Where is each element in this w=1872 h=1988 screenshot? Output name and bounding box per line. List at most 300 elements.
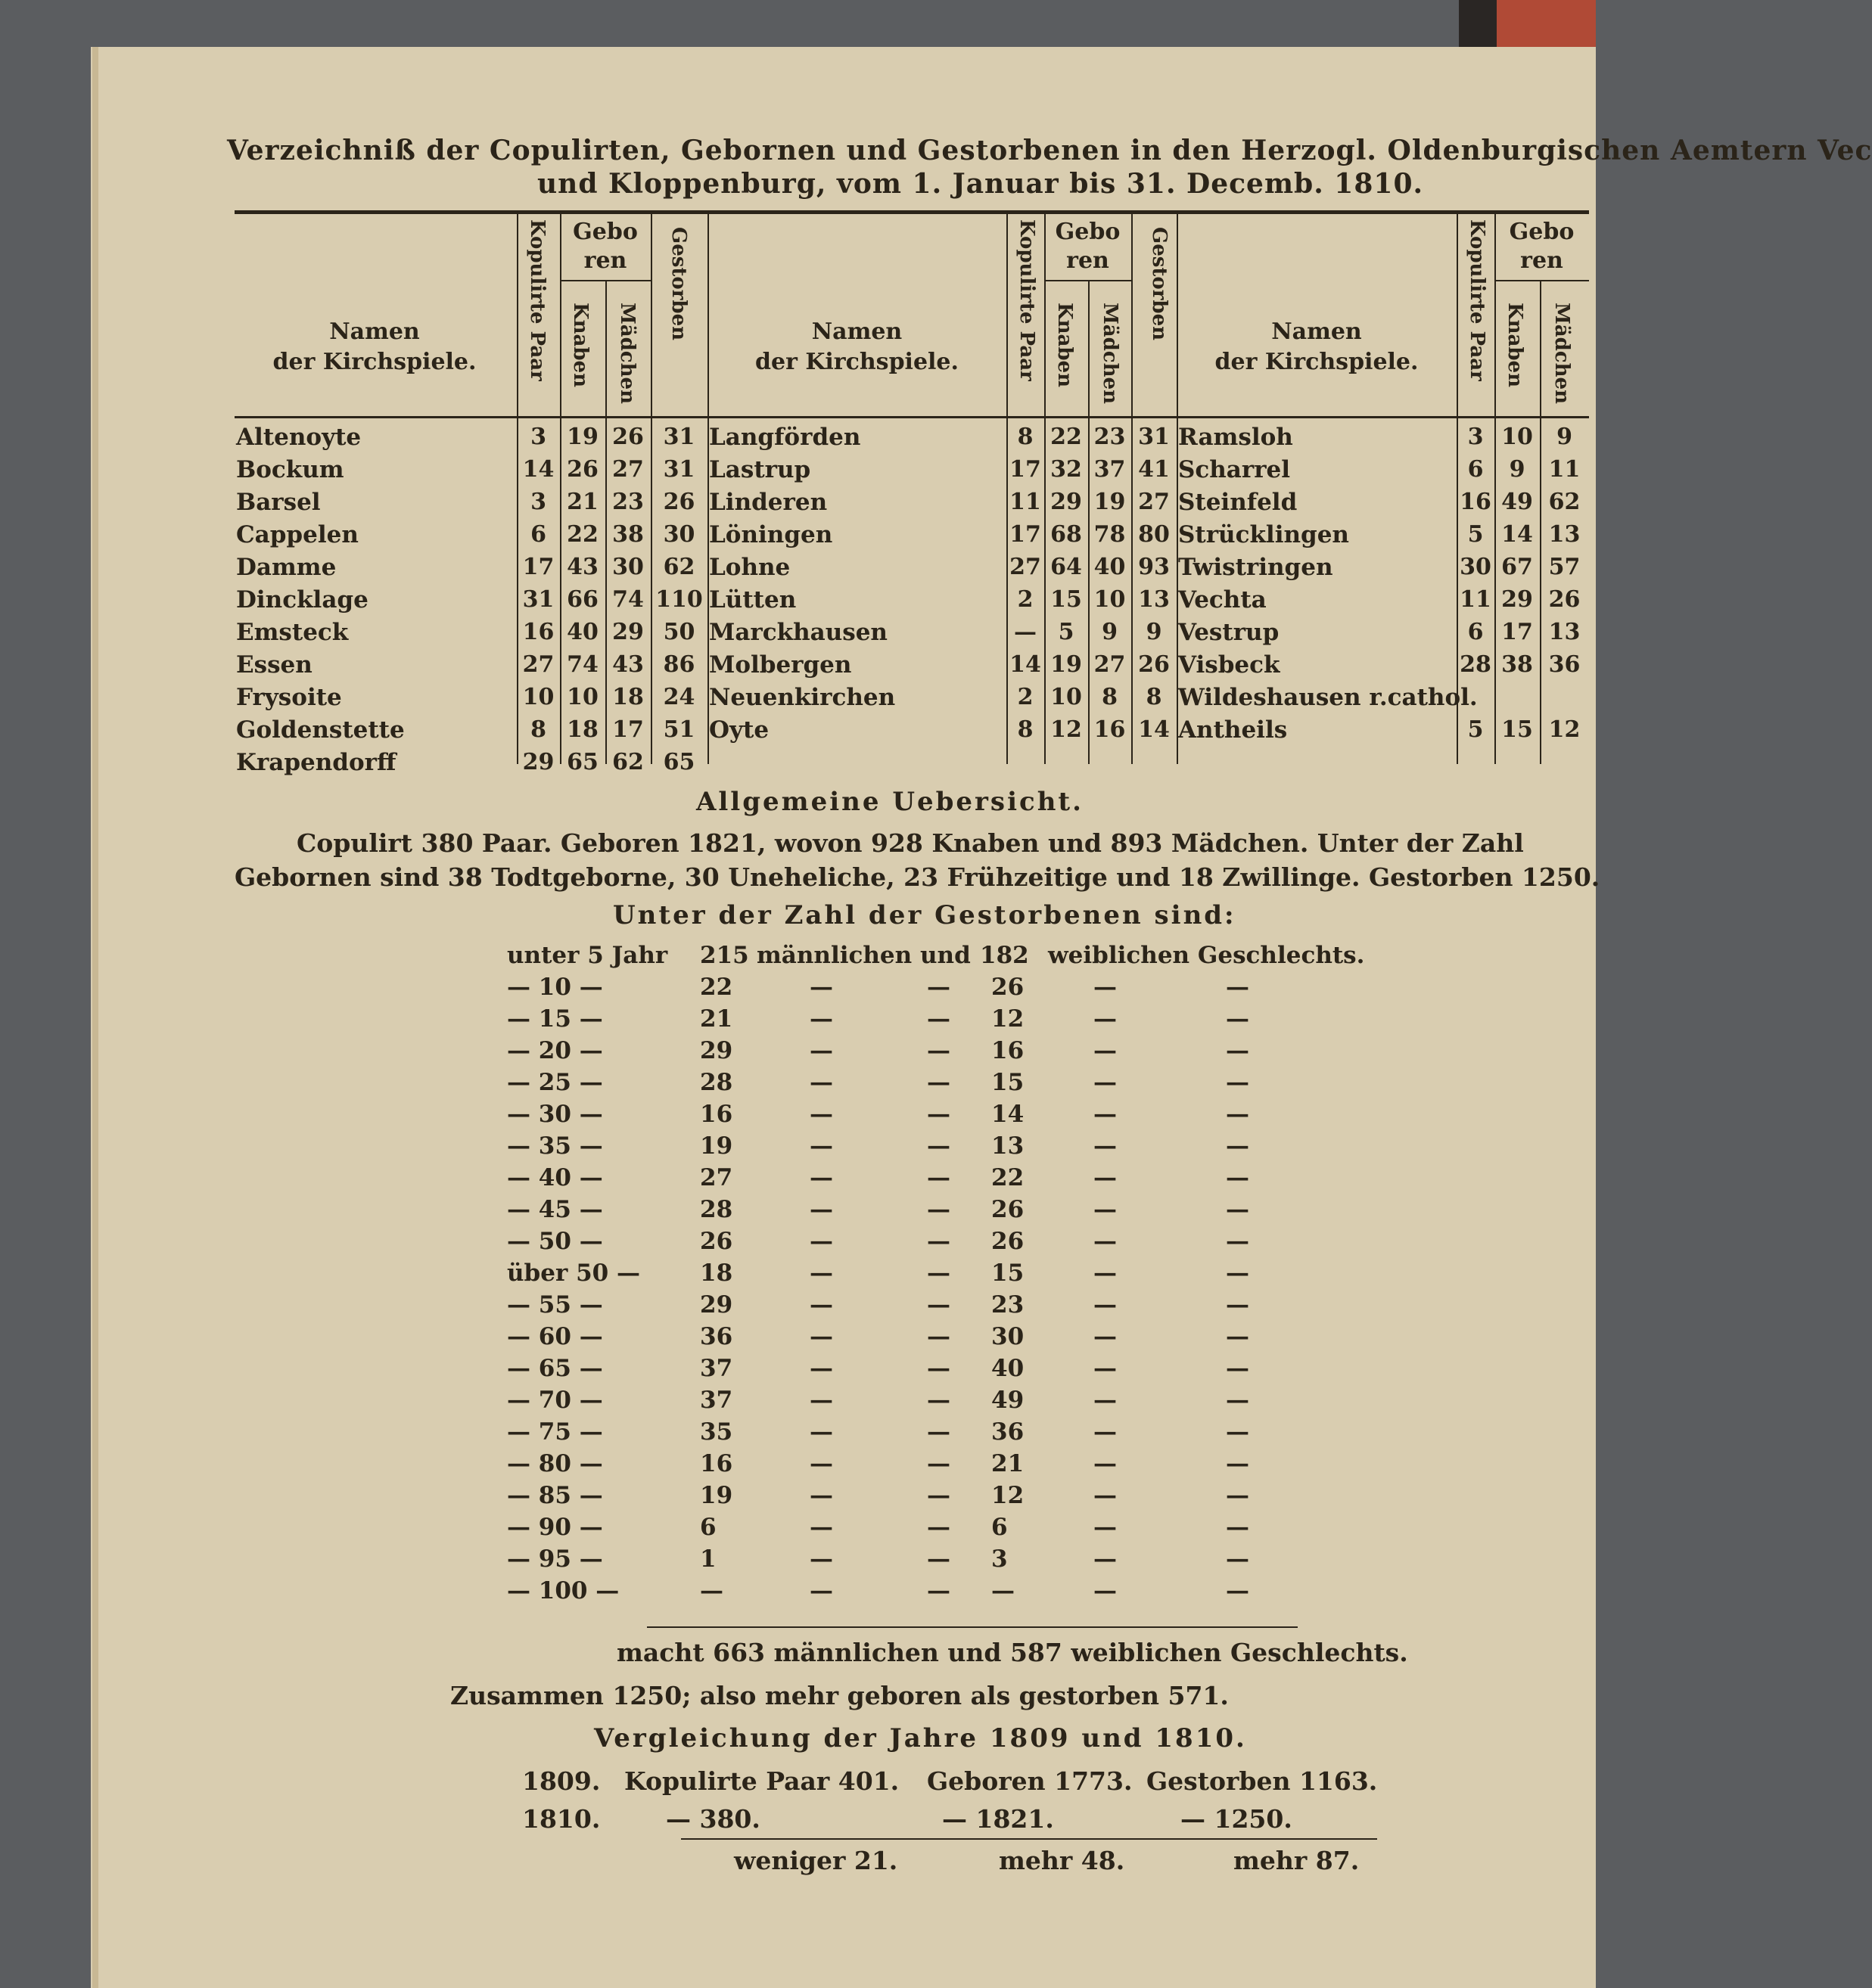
cell-c: 27 — [1009, 554, 1041, 580]
dash: — — [1093, 1387, 1117, 1414]
age-label: — 70 — — [507, 1387, 603, 1414]
cell-c: 6 — [1467, 456, 1484, 483]
parish-name: Langförden — [709, 424, 861, 451]
cell-k: 22 — [1050, 424, 1082, 450]
totals-zusammen: Zusammen 1250; also mehr geboren als gestorben 571. — [450, 1681, 1229, 1710]
female-count: 182 — [980, 942, 1029, 969]
dash: — — [927, 1005, 950, 1033]
male-count: 26 — [700, 1228, 733, 1255]
dash: — — [927, 1323, 950, 1350]
parish-name: Emsteck — [236, 619, 349, 646]
comparison-diff-died: mehr 87. — [1233, 1846, 1360, 1875]
dash: — — [1226, 1482, 1249, 1509]
parish-name: Vechta — [1178, 586, 1267, 613]
dash: — — [1093, 1164, 1117, 1191]
male-count: 37 — [700, 1387, 733, 1414]
cell-c: 5 — [1467, 716, 1484, 743]
header-knaben: Knaben — [1504, 303, 1526, 387]
dash: — — [810, 1291, 833, 1319]
cell-m: 37 — [1093, 456, 1126, 483]
cell-c: 27 — [522, 651, 555, 678]
dash: — — [927, 1132, 950, 1160]
cell-g: 51 — [663, 716, 695, 743]
comparison-1809-year: 1809. — [522, 1766, 601, 1796]
parish-name: Twistringen — [1178, 554, 1333, 581]
dash: — — [810, 1164, 833, 1191]
age-label: — 30 — — [507, 1101, 603, 1128]
dash: — — [1226, 1132, 1249, 1160]
female-count: — — [991, 1577, 1015, 1604]
cell-m: 11 — [1548, 456, 1581, 483]
cell-m: 13 — [1548, 521, 1581, 548]
cell-k: 43 — [567, 554, 599, 580]
cell-g: 8 — [1146, 684, 1162, 710]
dash: — — [810, 1196, 833, 1223]
cell-g: 31 — [1138, 424, 1170, 450]
cell-c: 17 — [1009, 521, 1041, 548]
male-count: 36 — [700, 1323, 733, 1350]
parish-name: Damme — [236, 554, 337, 581]
dash: — — [927, 1450, 950, 1477]
cell-m: 8 — [1102, 684, 1118, 710]
header-maedchen: Mädchen — [1099, 303, 1121, 404]
dash: — — [810, 1514, 833, 1541]
header-gebo-line1: Gebo — [1055, 219, 1121, 245]
dash: — — [927, 1387, 950, 1414]
comparison-1809-born: Geboren 1773. — [927, 1766, 1133, 1796]
cell-m: 19 — [1093, 489, 1126, 515]
dash: — — [1093, 1132, 1117, 1160]
cell-k: 5 — [1058, 619, 1074, 645]
cell-g: 50 — [663, 619, 695, 645]
header-name-line1: Namen — [1271, 318, 1362, 345]
cell-k: 65 — [567, 749, 599, 775]
dash: — — [1093, 1069, 1117, 1096]
table-top-rule — [235, 210, 1589, 214]
cell-k: 10 — [1050, 684, 1082, 710]
age-label: über 50 — — [507, 1260, 640, 1287]
cell-m: 27 — [612, 456, 644, 483]
cell-g: 24 — [663, 684, 695, 710]
age-label: — 45 — — [507, 1196, 603, 1223]
cell-m: 16 — [1093, 716, 1126, 743]
comparison-1810-died: — 1250. — [1180, 1804, 1292, 1834]
comparison-1810-year: 1810. — [522, 1804, 601, 1834]
comparison-rule — [681, 1838, 1377, 1840]
cell-m: 62 — [612, 749, 644, 775]
cell-m: 26 — [1548, 586, 1581, 613]
cell-g: 65 — [663, 749, 695, 775]
cell-c: 2 — [1017, 684, 1034, 710]
age-label: — 90 — — [507, 1514, 603, 1541]
cell-m: 27 — [1093, 651, 1126, 678]
cell-k: 10 — [567, 684, 599, 710]
parish-name: Molbergen — [709, 651, 852, 679]
female-count: 26 — [991, 1228, 1025, 1255]
dash: — — [810, 974, 833, 1001]
dash: — — [927, 1037, 950, 1064]
mid-text: männlichen und — [757, 942, 971, 969]
cell-g: 26 — [663, 489, 695, 515]
parish-name: Löningen — [709, 521, 833, 548]
male-count: 28 — [700, 1196, 733, 1223]
cell-m: 57 — [1548, 554, 1581, 580]
dash: — — [810, 1323, 833, 1350]
dash: — — [1093, 974, 1117, 1001]
cell-c: 14 — [1009, 651, 1041, 678]
dash: — — [1093, 1228, 1117, 1255]
gebo-subrule — [1494, 280, 1589, 281]
dash: — — [927, 1196, 950, 1223]
male-count: 27 — [700, 1164, 733, 1191]
cell-c: 17 — [1009, 456, 1041, 483]
dash: — — [810, 1545, 833, 1573]
age-label: — 75 — — [507, 1418, 603, 1446]
dash: — — [810, 1132, 833, 1160]
cell-c: 29 — [522, 749, 555, 775]
male-count: 28 — [700, 1069, 733, 1096]
cell-m: 36 — [1548, 651, 1581, 678]
page-title-line2: und Kloppenburg, vom 1. Januar bis 31. Decemb. 1810. — [537, 168, 1424, 200]
dash: — — [1093, 1577, 1117, 1604]
cell-c: — — [1014, 619, 1037, 645]
dash: — — [1093, 1037, 1117, 1064]
cell-k: 49 — [1501, 489, 1533, 515]
header-maedchen: Mädchen — [616, 303, 639, 404]
age-label: — 35 — — [507, 1132, 603, 1160]
cell-c: 8 — [530, 716, 546, 743]
header-knaben: Knaben — [569, 303, 592, 387]
cell-m: 78 — [1093, 521, 1126, 548]
parish-name: Oyte — [709, 716, 770, 744]
female-count: 15 — [991, 1069, 1025, 1096]
cell-m: 74 — [612, 586, 644, 613]
parish-name: Lastrup — [709, 456, 811, 483]
dash: — — [1093, 1323, 1117, 1350]
age-label: unter 5 Jahr — [507, 942, 668, 969]
dash: — — [810, 1037, 833, 1064]
dash: — — [1093, 1482, 1117, 1509]
dash: — — [927, 1514, 950, 1541]
header-gebo-line1: Gebo — [1509, 219, 1575, 245]
comparison-diff-copulated: weniger 21. — [734, 1846, 898, 1875]
female-count: 14 — [991, 1101, 1025, 1128]
dash: — — [1093, 1196, 1117, 1223]
dash: — — [810, 1387, 833, 1414]
female-count: 15 — [991, 1260, 1025, 1287]
male-count: 1 — [700, 1545, 717, 1573]
cell-c: 30 — [1460, 554, 1491, 580]
male-count: 21 — [700, 1005, 733, 1033]
header-gebo-line2: ren — [583, 247, 627, 274]
female-count: 13 — [991, 1132, 1025, 1160]
header-name-line2: der Kirchspiele. — [755, 349, 959, 375]
page-edge — [92, 47, 98, 1988]
cell-k: 68 — [1050, 521, 1082, 548]
dash: — — [1226, 1418, 1249, 1446]
dash: — — [1226, 1514, 1249, 1541]
age-label: — 95 — — [507, 1545, 603, 1573]
cell-c: 5 — [1467, 521, 1484, 548]
cell-k: 74 — [567, 651, 599, 678]
age-label: — 65 — — [507, 1355, 603, 1382]
cell-k: 18 — [567, 716, 599, 743]
dash: — — [927, 1228, 950, 1255]
cell-c: 3 — [530, 424, 546, 450]
dash: — — [927, 1164, 950, 1191]
dash: — — [810, 1482, 833, 1509]
gebo-subrule — [1044, 280, 1131, 281]
dash: — — [1226, 1291, 1249, 1319]
male-count: 35 — [700, 1418, 733, 1446]
cell-k: 19 — [567, 424, 599, 450]
cell-m: 23 — [1093, 424, 1126, 450]
comparison-1810-copulated: — 380. — [666, 1804, 760, 1834]
age-label: — 60 — — [507, 1323, 603, 1350]
header-maedchen: Mädchen — [1550, 303, 1573, 404]
page-title-line1: Verzeichniß der Copulirten, Gebornen und Gestorbenen in den Herzogl. Oldenburgischen Aemtern Vec — [227, 135, 1872, 166]
cell-c: 6 — [1467, 619, 1484, 645]
dash: — — [1093, 1291, 1117, 1319]
age-label: — 55 — — [507, 1291, 603, 1319]
cell-g: 86 — [663, 651, 695, 678]
cell-k: 9 — [1509, 456, 1525, 483]
dash: — — [1093, 1260, 1117, 1287]
dash: — — [810, 1450, 833, 1477]
cell-m: 9 — [1556, 424, 1572, 450]
dash: — — [927, 1418, 950, 1446]
dash: — — [1226, 1069, 1249, 1096]
female-count: 21 — [991, 1450, 1025, 1477]
dash: — — [810, 1069, 833, 1096]
cell-g: 13 — [1138, 586, 1170, 613]
age-label: — 50 — — [507, 1228, 603, 1255]
dash: — — [927, 1260, 950, 1287]
cell-k: 17 — [1501, 619, 1533, 645]
cell-m: 18 — [612, 684, 644, 710]
parish-name: Krapendorff — [236, 749, 396, 776]
cell-c: 28 — [1460, 651, 1491, 678]
parish-name: Frysoite — [236, 684, 342, 711]
parish-name: Strücklingen — [1178, 521, 1349, 548]
female-count: 26 — [991, 974, 1025, 1001]
comparison-heading: Vergleichung der Jahre 1809 und 1810. — [594, 1723, 1247, 1753]
parish-name: Cappelen — [236, 521, 359, 548]
comparison-diff-born: mehr 48. — [999, 1846, 1125, 1875]
cell-m: 17 — [612, 716, 644, 743]
cell-k: 26 — [567, 456, 599, 483]
cell-c: 8 — [1017, 424, 1034, 450]
dash: — — [1226, 1323, 1249, 1350]
cell-g: 30 — [663, 521, 695, 548]
dash: — — [1226, 1228, 1249, 1255]
header-copulirte: Kopulirte Paar — [526, 219, 549, 381]
age-label: — 40 — — [507, 1164, 603, 1191]
cell-k: 64 — [1050, 554, 1082, 580]
dash: — — [1226, 1101, 1249, 1128]
dash: — — [810, 1355, 833, 1382]
age-label: — 80 — — [507, 1450, 603, 1477]
comparison-1809-copulated: Kopulirte Paar 401. — [624, 1766, 900, 1796]
dash: — — [1093, 1418, 1117, 1446]
cell-m: 40 — [1093, 554, 1126, 580]
age-label: — 10 — — [507, 974, 603, 1001]
parish-name: Goldenstette — [236, 716, 405, 744]
cell-m: 30 — [612, 554, 644, 580]
dash: — — [1093, 1101, 1117, 1128]
header-copulirte: Kopulirte Paar — [1015, 219, 1038, 381]
cell-c: 16 — [522, 619, 555, 645]
parish-name: Marckhausen — [709, 619, 888, 646]
male-count: 18 — [700, 1260, 733, 1287]
cell-m: 12 — [1548, 716, 1581, 743]
dash: — — [1226, 1164, 1249, 1191]
header-name-line2: der Kirchspiele. — [1214, 349, 1419, 375]
cell-k: 66 — [567, 586, 599, 613]
table-header-rule — [235, 416, 1589, 418]
cell-c: 11 — [1009, 489, 1041, 515]
cell-k: 29 — [1501, 586, 1533, 613]
totals-macht: macht 663 männlichen und 587 weiblichen Geschlechts. — [617, 1638, 1408, 1667]
cell-g: 27 — [1138, 489, 1170, 515]
cell-g: 41 — [1138, 456, 1170, 483]
cell-g: 93 — [1138, 554, 1170, 580]
parish-name: Bockum — [236, 456, 344, 483]
cell-g: 9 — [1146, 619, 1162, 645]
parish-name: Neuenkirchen — [709, 684, 896, 711]
parish-name: Lohne — [709, 554, 791, 581]
cell-k: 32 — [1050, 456, 1082, 483]
cell-c: 3 — [1467, 424, 1484, 450]
age-label: — 100 — — [507, 1577, 620, 1604]
dash: — — [1226, 1005, 1249, 1033]
cell-c: 10 — [522, 684, 555, 710]
male-count: 29 — [700, 1037, 733, 1064]
cell-k: 67 — [1501, 554, 1533, 580]
parish-name: Vestrup — [1178, 619, 1280, 646]
parish-name: Visbeck — [1178, 651, 1280, 679]
male-count: 215 — [700, 942, 749, 969]
dash: — — [810, 1260, 833, 1287]
sum-rule — [647, 1626, 1298, 1628]
cell-c: 3 — [530, 489, 546, 515]
female-count: 40 — [991, 1355, 1025, 1382]
parish-name: Essen — [236, 651, 313, 679]
cell-m: 13 — [1548, 619, 1581, 645]
dash: — — [1226, 1545, 1249, 1573]
cell-c: 8 — [1017, 716, 1034, 743]
overview-heading: Allgemeine Uebersicht. — [696, 787, 1084, 817]
cell-m: 26 — [612, 424, 644, 450]
male-count: 16 — [700, 1101, 733, 1128]
header-copulirte: Kopulirte Paar — [1466, 219, 1488, 381]
parish-name: Lütten — [709, 586, 797, 613]
female-count: 12 — [991, 1482, 1025, 1509]
parish-name: Steinfeld — [1178, 489, 1298, 516]
dash: — — [1226, 1355, 1249, 1382]
dash: — — [810, 1005, 833, 1033]
header-gebo-line2: ren — [1520, 247, 1563, 274]
cell-m: 23 — [612, 489, 644, 515]
cell-k: 10 — [1501, 424, 1533, 450]
dash: — — [1093, 1514, 1117, 1541]
cell-k: 22 — [567, 521, 599, 548]
dash: — — [1093, 1005, 1117, 1033]
parish-name: Antheils — [1178, 716, 1288, 744]
header-name-line2: der Kirchspiele. — [272, 349, 477, 375]
dash: — — [927, 974, 950, 1001]
header-name-line1: Namen — [811, 318, 903, 345]
male-count: 6 — [700, 1514, 717, 1541]
gebo-subrule — [560, 280, 651, 281]
cell-g: 110 — [655, 586, 703, 613]
cell-k: 14 — [1501, 521, 1533, 548]
parish-name: Altenoyte — [236, 424, 362, 451]
cell-c: 17 — [522, 554, 555, 580]
cell-c: 16 — [1460, 489, 1491, 515]
cell-k: 38 — [1501, 651, 1533, 678]
dash: — — [810, 1577, 833, 1604]
female-count: 26 — [991, 1196, 1025, 1223]
cell-c: 11 — [1460, 586, 1491, 613]
cell-c: 2 — [1017, 586, 1034, 613]
cell-m: 62 — [1548, 489, 1581, 515]
cell-m: 38 — [612, 521, 644, 548]
parish-name: Dincklage — [236, 586, 368, 613]
male-count: 37 — [700, 1355, 733, 1382]
parish-name: Wildeshausen r.cathol. — [1178, 684, 1478, 711]
female-count: 16 — [991, 1037, 1025, 1064]
cell-m: 9 — [1102, 619, 1118, 645]
dash: — — [927, 1101, 950, 1128]
dash: — — [810, 1418, 833, 1446]
age-label: — 85 — — [507, 1482, 603, 1509]
header-gestorben: Gestorben — [1148, 227, 1171, 341]
cell-k: 21 — [567, 489, 599, 515]
end-text: weiblichen Geschlechts. — [1048, 942, 1365, 969]
cell-m: 43 — [612, 651, 644, 678]
parish-name: Ramsloh — [1178, 424, 1293, 451]
cell-c: 31 — [522, 586, 555, 613]
dash: — — [1226, 1037, 1249, 1064]
header-gebo-line1: Gebo — [573, 219, 638, 245]
dash: — — [927, 1482, 950, 1509]
dash: — — [1226, 1387, 1249, 1414]
dash: — — [1226, 1196, 1249, 1223]
age-label: — 25 — — [507, 1069, 603, 1096]
cell-g: 31 — [663, 456, 695, 483]
cell-k: 40 — [567, 619, 599, 645]
female-count: 6 — [991, 1514, 1008, 1541]
male-count: 22 — [700, 974, 733, 1001]
dash: — — [810, 1101, 833, 1128]
dash: — — [1226, 1577, 1249, 1604]
dash: — — [1093, 1545, 1117, 1573]
cell-k: 15 — [1050, 586, 1082, 613]
parish-name: Barsel — [236, 489, 321, 516]
dash: — — [927, 1069, 950, 1096]
male-count: 19 — [700, 1482, 733, 1509]
cell-k: 12 — [1050, 716, 1082, 743]
male-count: 29 — [700, 1291, 733, 1319]
cell-g: 14 — [1138, 716, 1170, 743]
header-name-line1: Namen — [329, 318, 420, 345]
cell-c: 6 — [530, 521, 546, 548]
female-count: 30 — [991, 1323, 1025, 1350]
deaths-heading: Unter der Zahl der Gestorbenen sind: — [613, 900, 1236, 930]
cell-g: 26 — [1138, 651, 1170, 678]
age-label: — 15 — — [507, 1005, 603, 1033]
